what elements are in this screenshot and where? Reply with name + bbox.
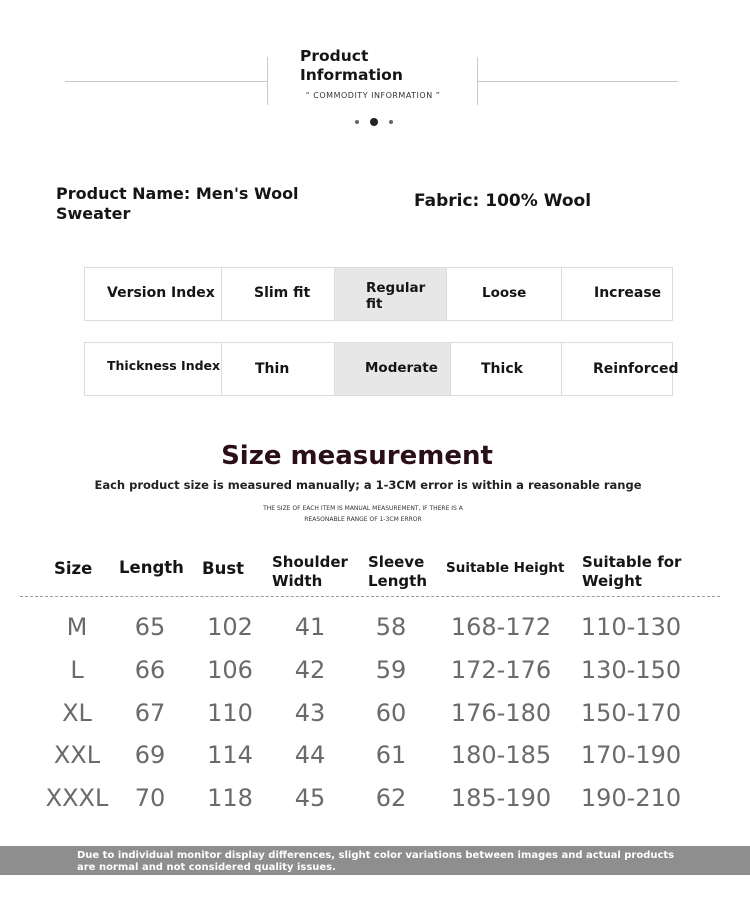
thickness-option-moderate [334,343,450,395]
section-subtitle: “ COMMODITY INFORMATION ” [305,91,441,100]
cell-shoulder: 42 [294,656,326,684]
cell-shoulder: 41 [294,613,326,641]
disclaimer-text: Due to individual monitor display differences, slight color variations between images and actual products are normal and not considered quality issues. [77,850,675,873]
thickness-option-thin [221,343,334,395]
disclaimer-bar [0,846,750,875]
cell-height: 185-190 [450,784,552,812]
cell-length: 70 [134,784,166,812]
cell-length: 65 [134,613,166,641]
cell-size: XXL [53,741,101,769]
pager-dot [355,120,359,124]
cell-length: 67 [134,699,166,727]
cell-height: 180-185 [450,741,552,769]
thickness-option-label: Thin [255,361,290,377]
cell-sleeve: 58 [375,613,407,641]
cell-shoulder: 45 [294,784,326,812]
version-option-slim-fit [221,268,334,320]
header-right-rule [478,81,678,82]
version-option-label: Regular fit [366,280,426,312]
col-header-size: Size [54,559,93,578]
thickness-index-label: Thickness Index [107,358,221,373]
col-header-sleeve-length: Sleeve Length [368,553,427,590]
product-name: Product Name: Men's Wool Sweater [56,184,299,223]
col-header-length: Length [119,558,184,577]
col-header-suitable-height: Suitable Height [446,560,565,576]
cell-weight: 190-210 [580,784,682,812]
version-option-label: Loose [482,285,527,301]
cell-height: 168-172 [450,613,552,641]
cell-sleeve: 60 [375,699,407,727]
pager-dot [389,120,393,124]
product-fabric: Fabric: 100% Wool [414,191,592,211]
cell-shoulder: 44 [294,741,326,769]
thickness-option-reinforced [561,343,679,395]
cell-weight: 170-190 [580,741,682,769]
cell-weight: 110-130 [580,613,682,641]
version-index-label-cell [85,268,221,320]
thickness-option-label: Moderate [365,360,438,376]
cell-size: XL [62,699,92,727]
version-option-label: Increase [594,285,662,301]
cell-sleeve: 59 [375,656,407,684]
cell-height: 172-176 [450,656,552,684]
version-index-label: Version Index [107,285,215,301]
cell-length: 66 [134,656,166,684]
cell-bust: 114 [207,741,253,769]
cell-length: 69 [134,741,166,769]
thickness-index-label-cell [85,343,221,395]
section-title: Product Information [300,47,403,84]
version-option-loose [446,268,561,320]
version-option-regular-fit [334,268,446,320]
header-divider [20,596,720,597]
col-header-bust: Bust [202,559,245,578]
cell-weight: 150-170 [580,699,682,727]
cell-bust: 106 [207,656,253,684]
header-left-divider [267,57,268,105]
col-header-shoulder-width: Shoulder Width [272,553,348,590]
cell-shoulder: 43 [294,699,326,727]
cell-bust: 110 [207,699,253,727]
thickness-index-row [84,342,679,396]
col-header-suitable-weight: Suitable for Weight [582,553,682,590]
pager-dot-active [370,118,378,126]
cell-bust: 102 [207,613,253,641]
size-measurement-small-note: THE SIZE OF EACH ITEM IS MANUAL MEASUREMENT, IF THERE IS A REASONABLE RANGE OF 1-3CM ERROR [263,505,463,523]
version-option-increase [561,268,674,320]
size-measurement-note: Each product size is measured manually; a 1-3CM error is within a reasonable range [94,478,642,492]
cell-weight: 130-150 [580,656,682,684]
header-left-rule [65,81,267,82]
cell-sleeve: 61 [375,741,407,769]
cell-bust: 118 [207,784,253,812]
cell-size: M [66,613,88,641]
cell-sleeve: 62 [375,784,407,812]
version-option-label: Slim fit [254,285,311,301]
cell-height: 176-180 [450,699,552,727]
thickness-option-label: Reinforced [593,361,679,377]
cell-size: XXXL [45,784,109,812]
cell-size: L [70,656,84,684]
version-index-row [84,267,673,321]
thickness-option-thick [450,343,561,395]
size-measurement-title: Size measurement [221,441,493,471]
thickness-option-label: Thick [481,361,523,377]
